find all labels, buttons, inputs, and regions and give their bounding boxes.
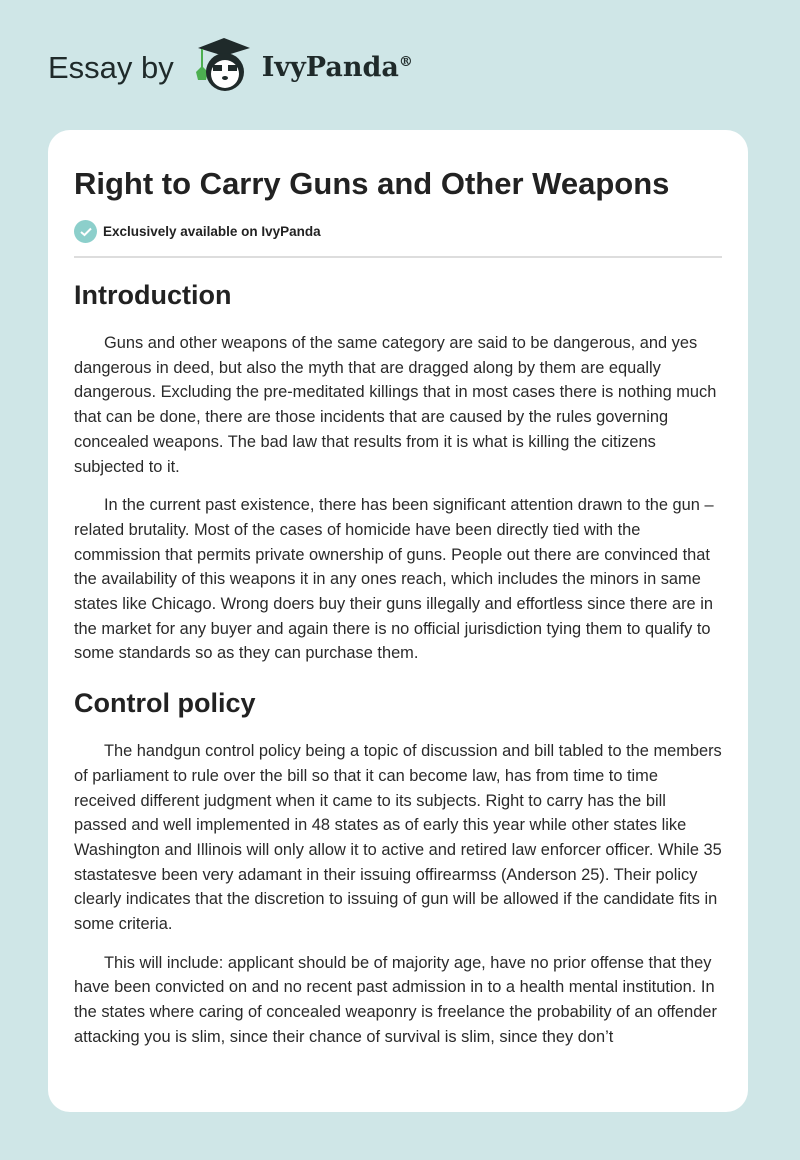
registered-mark: ® bbox=[398, 54, 413, 70]
section-heading: Introduction bbox=[74, 280, 232, 310]
site-header bbox=[48, 36, 413, 99]
brand-text: IvyPanda bbox=[261, 52, 399, 83]
essay-card bbox=[48, 130, 748, 1112]
check-icon bbox=[74, 220, 97, 243]
divider bbox=[74, 256, 722, 258]
paragraph: In the current past existence, there has been significant attention drawn to the gun – related brutality. Most of the cases of homicide have been directly tied with the commission that permits private ownership of guns. People out there are convinced that the availability of this weapons it in any ones reach, which includes the minors in same states like Chicago. Wrong doers buy their guns illegally and effortless since there are in the market for any buyer and again there is no official jurisdiction tying them to qualify to some standards so as they can purchase them. bbox=[74, 496, 714, 663]
section-heading: Control policy bbox=[74, 688, 256, 719]
badge-text: Exclusively available on IvyPanda bbox=[103, 224, 321, 239]
essay-by-label: Essay by bbox=[48, 49, 174, 85]
panda-logo-icon[interactable] bbox=[192, 36, 254, 99]
paragraph: This will include: applicant should be of majority age, have no prior offense that they have been convicted on and no recent past admission in to a health mental institution. In the states where caring of concealed weaponry is freelance the probability of an offender attacking you is slim, since their chance of survival is slim, since they don’t bbox=[74, 953, 717, 1046]
brand-name[interactable] bbox=[262, 52, 413, 83]
paragraph: Guns and other weapons of the same category are said to be dangerous, and yes dangerous in deed, but also the myth that are dragged along by them are equally dangerous. Excluding the pre-meditated killings that in most cases there is nothing much that can be done, there are those incidents that are caused by the rules governing concealed weapons. The bad law that results from it is what is killing the citizens subjected to it. bbox=[74, 334, 717, 476]
paragraph: The handgun control policy being a topic of discussion and bill tabled to the members of parliament to rule over the bill so that it can become law, has from time to time received different judgment when it came to its subjects. Right to carry has the bill passed and well implemented in 48 states as of early this year while other states like Washington and Illinois will only allow it to active and retired law enforcer officer. While 35 stastatesve been very adamant in their issuing offirearmss (Anderson 25). Their policy clearly indicates that the discretion to issuing of gun will be allowed if the candidate fits in some criteria. bbox=[74, 742, 722, 934]
page-title: Right to Carry Guns and Other Weapons bbox=[74, 166, 670, 201]
exclusive-badge bbox=[74, 220, 722, 243]
